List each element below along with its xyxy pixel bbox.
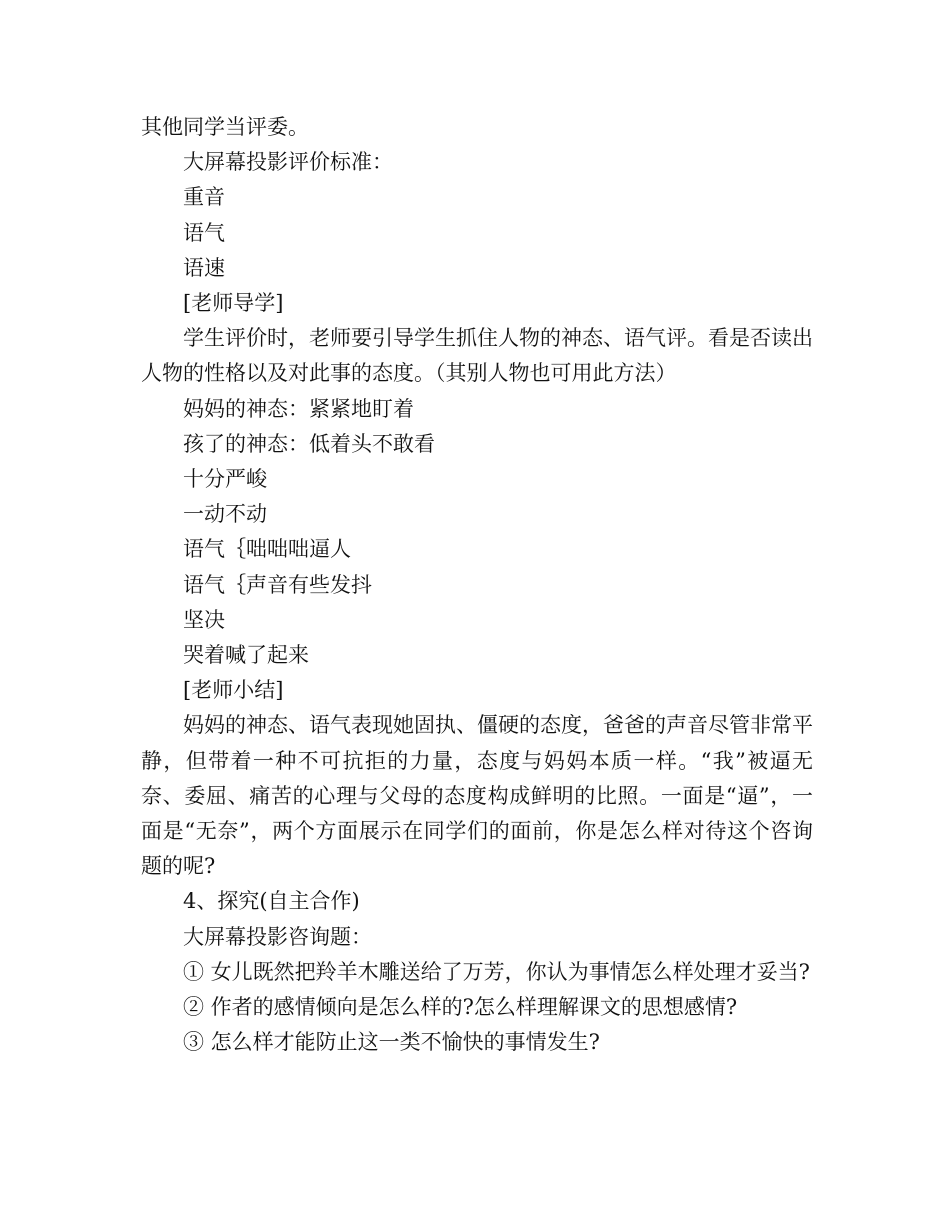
paragraph: 妈妈的神态：紧紧地盯着	[183, 396, 414, 421]
numbered-question: ② 作者的感情倾向是怎么样的?怎么样理解课文的思想感情?	[183, 995, 738, 1020]
numbered-question: ③ 怎么样才能防止这一类不愉快的事情发生?	[183, 1030, 600, 1055]
paragraph: 十分严峻	[183, 467, 267, 492]
numbered-question: ① 女儿既然把羚羊木雕送给了万芳，你认为事情怎么样处理才妥当?	[183, 959, 810, 984]
paragraph: 重音	[183, 185, 225, 210]
section-label: [老师导学]	[183, 291, 284, 316]
paragraph: 大屏幕投影咨询题：	[183, 924, 372, 949]
paragraph: 坚决	[183, 607, 225, 632]
paragraph: 哭着喊了起来	[183, 643, 309, 668]
paragraph: 语速	[183, 255, 225, 280]
document-body	[141, 110, 813, 1060]
paragraph: 语气	[183, 220, 225, 245]
paragraph: 一动不动	[183, 502, 267, 527]
paragraph: 语气｛声音有些发抖	[183, 572, 372, 597]
section-label: [老师小结]	[183, 678, 284, 703]
paragraph: 孩了的神态：低着头不敢看	[183, 431, 435, 456]
paragraph: 妈妈的神态、语气表现她固执、僵硬的态度，爸爸的声音尽管非常平静，但带着一种不可抗拒的力量，态度与妈妈本质一样。“我”被逼无奈、委屈、痛苦的心理与父母的态度构成鲜明的比照。一面是“逼”，一面是“无奈”，两个方面展示在同学们的面前，你是怎么样对待这个咨询题的呢?	[141, 713, 813, 879]
paragraph: 语气｛咄咄咄逼人	[183, 537, 351, 562]
paragraph: 大屏幕投影评价标准：	[183, 150, 393, 175]
paragraph: 其他同学当评委。	[141, 115, 309, 139]
paragraph: 学生评价时，老师要引导学生抓住人物的神态、语气评。看是否读出人物的性格以及对此事的态度。（其别人物也可用此方法）	[141, 326, 813, 386]
section-heading: 4、探究(自主合作)	[183, 889, 360, 914]
